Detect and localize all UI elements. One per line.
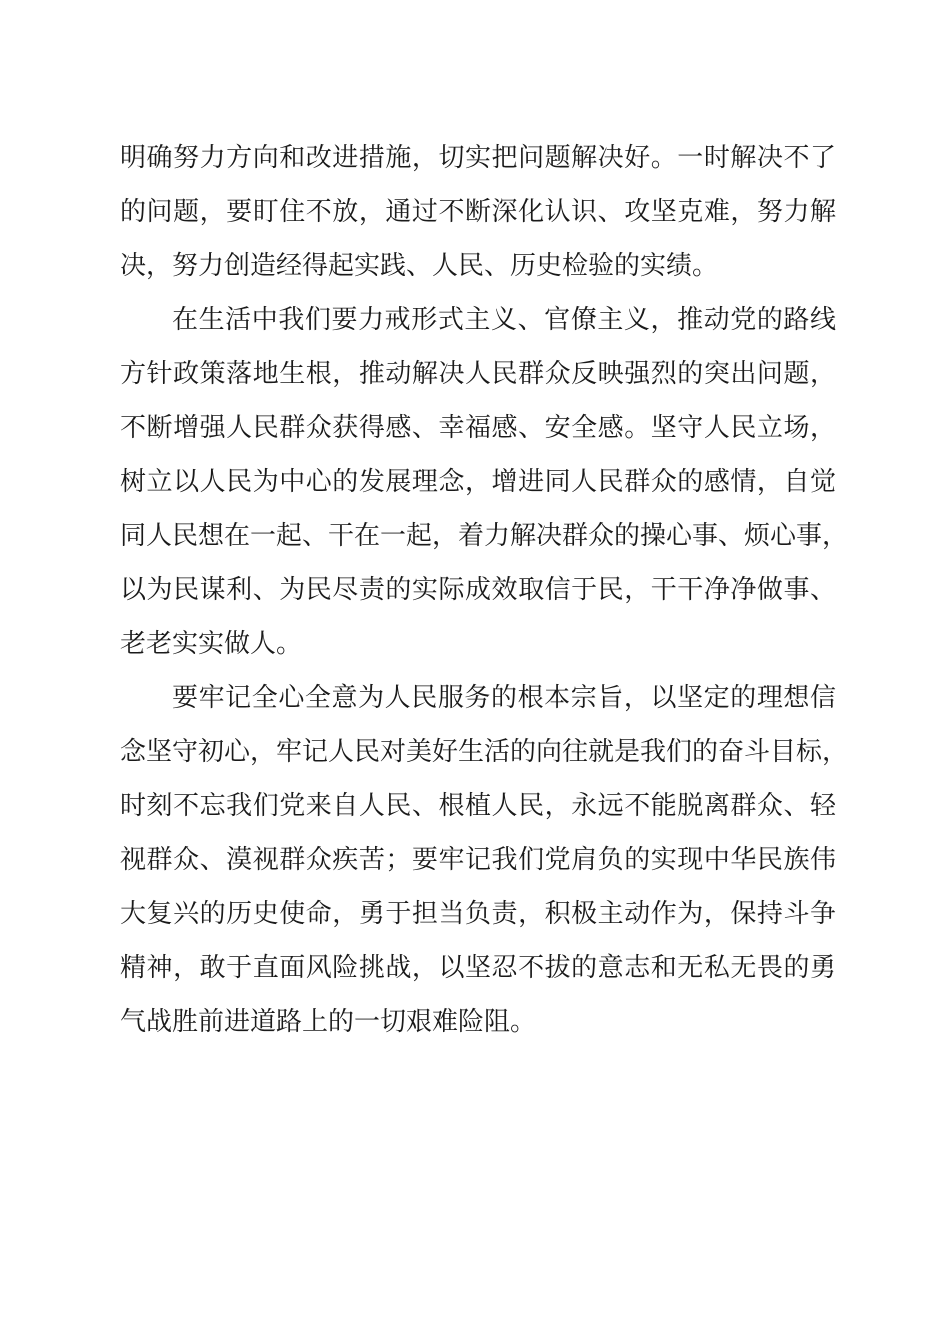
text-line: 明确努力方向和改进措施，切实把问题解决好。一时解决不了 (120, 143, 836, 173)
paragraph-1-line-2 (120, 185, 836, 239)
text-line: 树立以人民为中心的发展理念，增进同人民群众的感情，自觉 (120, 467, 836, 497)
paragraph-1-line-1 (120, 131, 836, 185)
text-line: 视群众、漠视群众疾苦；要牢记我们党肩负的实现中华民族伟 (120, 845, 836, 875)
paragraph-2-line-1 (120, 293, 836, 347)
paragraph-3-line-3 (120, 779, 836, 833)
paragraph-3-line-2 (120, 725, 849, 779)
paragraph-2-line-7 (120, 617, 836, 671)
text-line: 念坚守初心，牢记人民对美好生活的向往就是我们的奋斗目标， (120, 737, 849, 767)
text-line: 时刻不忘我们党来自人民、根植人民，永远不能脱离群众、轻 (120, 791, 836, 821)
paragraph-1-line-3 (120, 239, 836, 293)
paragraph-3-line-6 (120, 941, 836, 995)
paragraph-2-line-4 (120, 455, 836, 509)
text-line: 同人民想在一起、干在一起，着力解决群众的操心事、烦心事， (120, 521, 849, 551)
text-line: 的问题，要盯住不放，通过不断深化认识、攻坚克难，努力解 (120, 197, 836, 227)
paragraph-3-line-7 (120, 995, 836, 1049)
paragraph-2-line-5 (120, 509, 849, 563)
paragraph-2-line-3 (120, 401, 836, 455)
text-line: 方针政策落地生根，推动解决人民群众反映强烈的突出问题， (120, 359, 836, 389)
text-line: 在生活中我们要力戒形式主义、官僚主义，推动党的路线 (172, 305, 836, 335)
text-line: 精神，敢于直面风险挑战，以坚忍不拔的意志和无私无畏的勇 (120, 953, 836, 983)
text-line: 决，努力创造经得起实践、人民、历史检验的实绩。 (120, 251, 719, 281)
text-line: 要牢记全心全意为人民服务的根本宗旨，以坚定的理想信 (172, 683, 836, 713)
paragraph-2-line-6 (120, 563, 836, 617)
paragraph-2-line-2 (120, 347, 836, 401)
paragraph-3-line-5 (120, 887, 836, 941)
text-line: 大复兴的历史使命，勇于担当负责，积极主动作为，保持斗争 (120, 899, 836, 929)
body-text (120, 131, 849, 1049)
paragraph-3-line-4 (120, 833, 836, 887)
text-line: 以为民谋利、为民尽责的实际成效取信于民，干干净净做事、 (120, 575, 836, 605)
text-line: 老老实实做人。 (120, 629, 303, 659)
text-line: 不断增强人民群众获得感、幸福感、安全感。坚守人民立场， (120, 413, 836, 443)
text-line: 气战胜前进道路上的一切艰难险阻。 (120, 1007, 537, 1037)
paragraph-3-line-1 (120, 671, 836, 725)
